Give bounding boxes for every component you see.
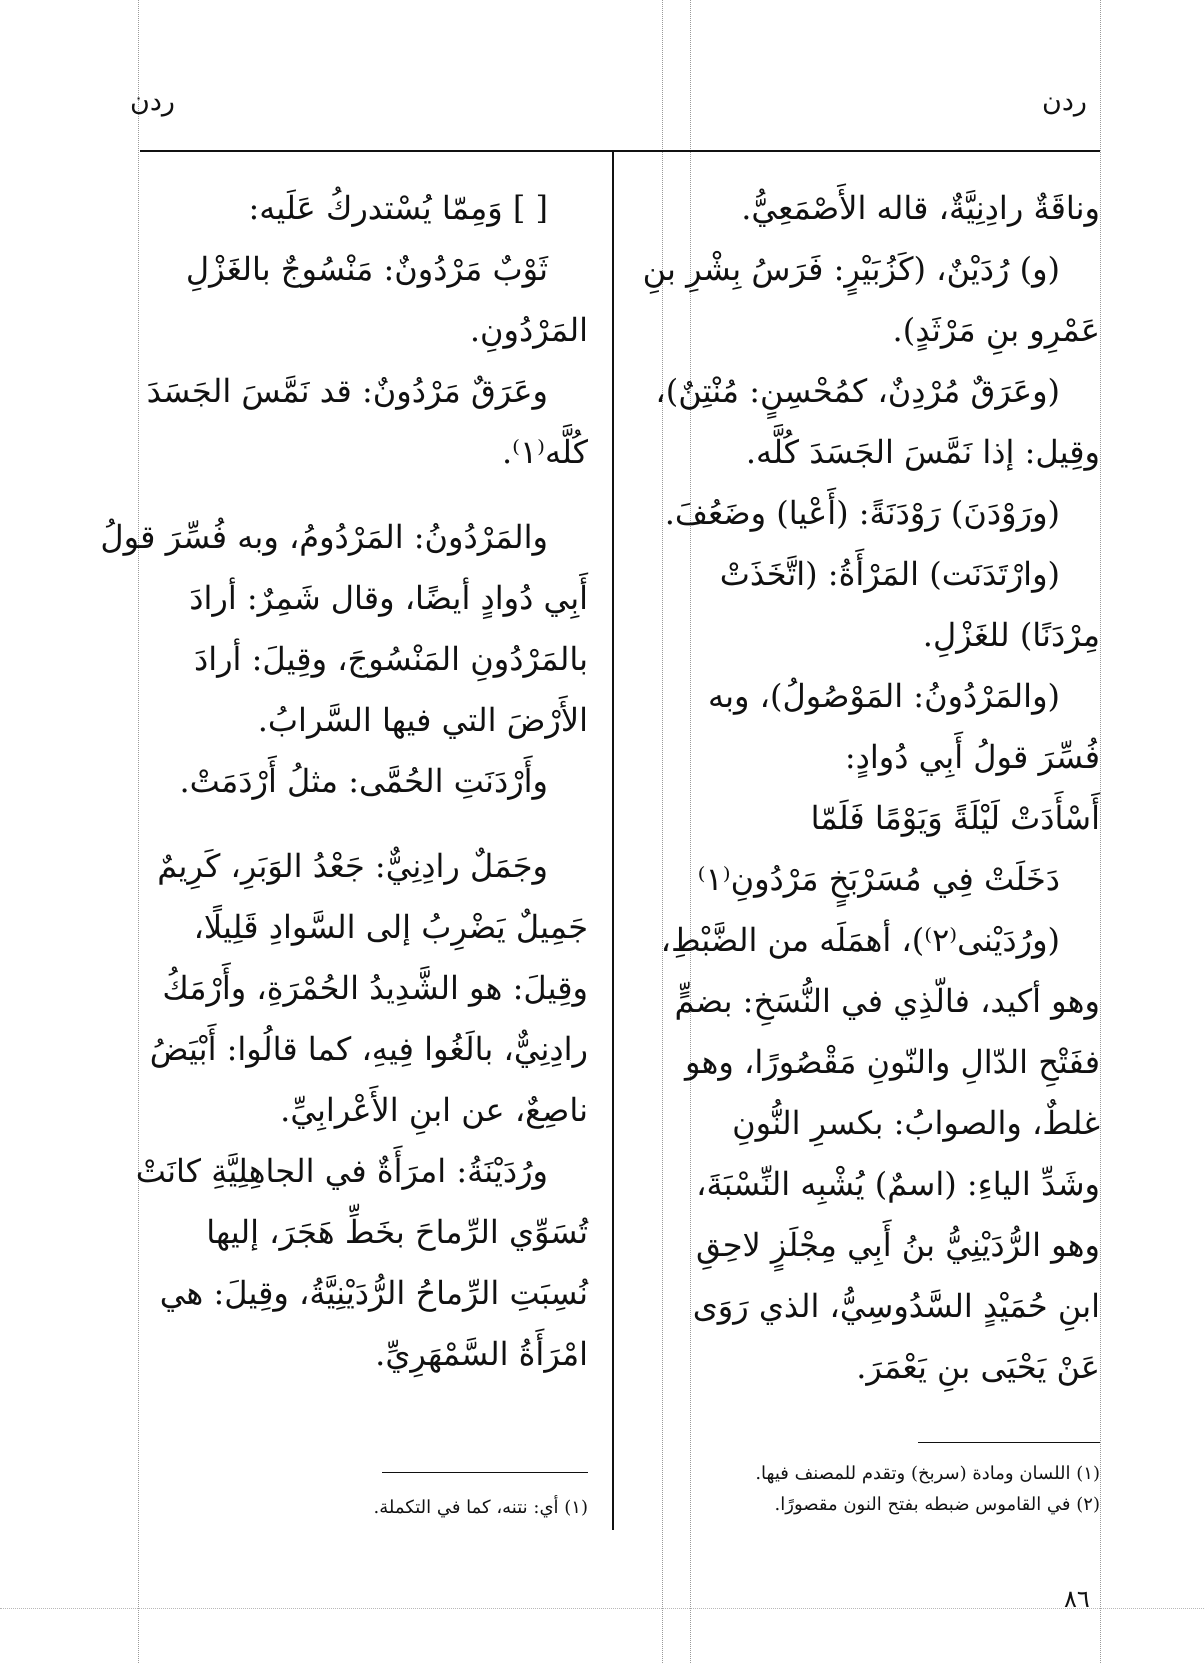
text-line: ابنِ حُمَيْدٍ السَّدُوسِيُّ، الذي رَوَى: [692, 1287, 1100, 1325]
text-line: (ورُدَيْنى⁽٢⁾)، أهمَلَه من الضَّبْطِ،: [660, 921, 1060, 959]
text-line: (ورَوْدَنَ) رَوْدَنَةً: (أَعْيا) وضَعُفَ.: [664, 494, 1060, 532]
verse-line: أَسْأَدَتْ لَيْلَةً وَيَوْمًا فَلَمّا: [810, 799, 1100, 837]
text-line: ورُدَيْنَةُ: امرَأَةٌ في الجاهِلِيَّةِ كانَتْ: [135, 1152, 548, 1190]
text-line: عَنْ يَحْيَى بنِ يَعْمَرَ.: [856, 1348, 1100, 1386]
text-line: تُسَوِّي الرِّماحَ بخَطِّ هَجَرَ، إليها: [206, 1213, 588, 1251]
text-line: وأَرْدَنَتِ الحُمَّى: مثلُ أَرْدَمَتْ.: [179, 762, 548, 800]
text-line: امْرَأَةُ السَّمْهَرِيِّ.: [375, 1335, 588, 1373]
text-line: كُلَّه⁽١⁾.: [501, 433, 588, 471]
text-line: [ ] وَمِمّا يُسْتدركُ عَلَيه:: [248, 189, 548, 227]
header-rule: [140, 150, 1100, 152]
text-line: (وارْتَدَنَت) المَرْأَةُ: (اتَّخَذَتْ: [719, 555, 1060, 593]
text-line: بالمَرْدُونِ المَنْسُوجَ، وقِيلَ: أرادَ: [193, 640, 588, 678]
text-line: وناقَةٌ رادِنِيَّةٌ، قاله الأَصْمَعِيُّ.: [741, 189, 1100, 227]
scan-guide-line: [138, 0, 139, 1663]
column-divider: [612, 150, 614, 1530]
scan-guide-line: [1100, 0, 1101, 1663]
text-line: وهو الرُّدَيْنِيُّ بنُ أَبِي مِجْلَزٍ لاحِقِ: [696, 1226, 1100, 1264]
text-line: وقِيلَ: هو الشَّدِيدُ الحُمْرَةِ، وأَرْمَكُ: [162, 969, 588, 1007]
text-line: وقِيل: إذا نَمَّسَ الجَسَدَ كُلَّه.: [745, 433, 1100, 471]
text-line: عَمْرِو بنِ مَرْثَدٍ).: [892, 311, 1100, 349]
footnote-rule: [918, 1442, 1100, 1443]
left-footnotes: [140, 1492, 588, 1523]
text-line: وهو أكيد، فالّذِي في النُّسَخِ: بضمٍّ: [674, 982, 1100, 1020]
text-line: وعَرَقٌ مَرْدُونٌ: قد نَمَّسَ الجَسَدَ: [146, 372, 548, 410]
text-line: والمَرْدُونُ: المَرْدُومُ، وبه فُسِّرَ قولُ: [100, 518, 548, 556]
text-line: ثَوْبٌ مَرْدُونٌ: مَنْسُوجٌ بالغَزْلِ: [185, 250, 548, 288]
footnote-rule: [382, 1472, 588, 1473]
text-line: المَرْدُونِ.: [469, 311, 588, 349]
text-line: مِرْدَنًا) للغَزْلِ.: [922, 616, 1100, 654]
running-head-right: ردن: [1042, 86, 1087, 117]
text-line: أَبِي دُوادٍ أيضًا، وقال شَمِرٌ: أرادَ: [189, 579, 588, 617]
scan-guide-line: [0, 1608, 1204, 1609]
right-footnotes: [642, 1458, 1100, 1520]
footnote: (٢) في القاموس ضبطه بفتح النون مقصورًا.: [774, 1494, 1100, 1515]
text-line: فُسِّرَ قولُ أَبِي دُوادٍ:: [844, 738, 1100, 776]
page-number: ٨٦: [1064, 1585, 1090, 1613]
text-line: ناصِعٌ، عن ابنِ الأَعْرابِيِّ.: [280, 1091, 588, 1129]
text-line: نُسِبَتِ الرِّماحُ الرُّدَيْنِيَّةُ، وقِيلَ: هي: [159, 1274, 588, 1312]
footnote: (١) اللسان ومادة (سربخ) وتقدم للمصنف فيها.: [755, 1463, 1100, 1484]
text-line: رادِنِيٌّ، بالَغُوا فِيهِ، كما قالُوا: أَبْيَضُ: [149, 1030, 588, 1068]
text-line: وشَدِّ الياءِ: (اسمٌ) يُشْبِه النِّسْبَةَ،: [696, 1165, 1100, 1203]
footnote: (١) أي: نتنه، كما في التكملة.: [373, 1497, 588, 1518]
paragraph-gap: [140, 483, 588, 507]
left-column: [100, 178, 588, 1385]
paragraph-gap: [140, 812, 588, 836]
verse-line: دَخَلَتْ فِي مُسَرْبَخٍ مَرْدُونِ⁽١⁾: [697, 860, 1060, 898]
text-line: الأَرْضَ التي فيها السَّرابُ.: [257, 701, 588, 739]
text-line: (وعَرَقٌ مُرْدِنٌ، كمُحْسِنٍ: مُنْتِنٌ)،: [655, 372, 1060, 410]
text-line: وجَمَلٌ رادِنِيٌّ: جَعْدُ الوَبَرِ، كَرِيمٌ: [157, 847, 548, 885]
text-line: ففَتْحِ الدّالِ والنّونِ مَقْصُورًا، وهو: [685, 1043, 1100, 1081]
text-line: جَمِيلٌ يَضْرِبُ إلى السَّوادِ قَلِيلًا،: [193, 908, 588, 946]
text-line: (و) رُدَيْنٌ، (كَزُبَيْرٍ: فَرَسُ بِشْرِ بنِ: [642, 250, 1060, 288]
text-line: (والمَرْدُونُ: المَوْصُولُ)، وبه: [707, 677, 1060, 715]
running-head-left: ردن: [130, 86, 175, 117]
text-line: غلطٌ، والصوابُ: بكسرِ النُّونِ: [732, 1104, 1100, 1142]
right-column: [642, 178, 1100, 1398]
